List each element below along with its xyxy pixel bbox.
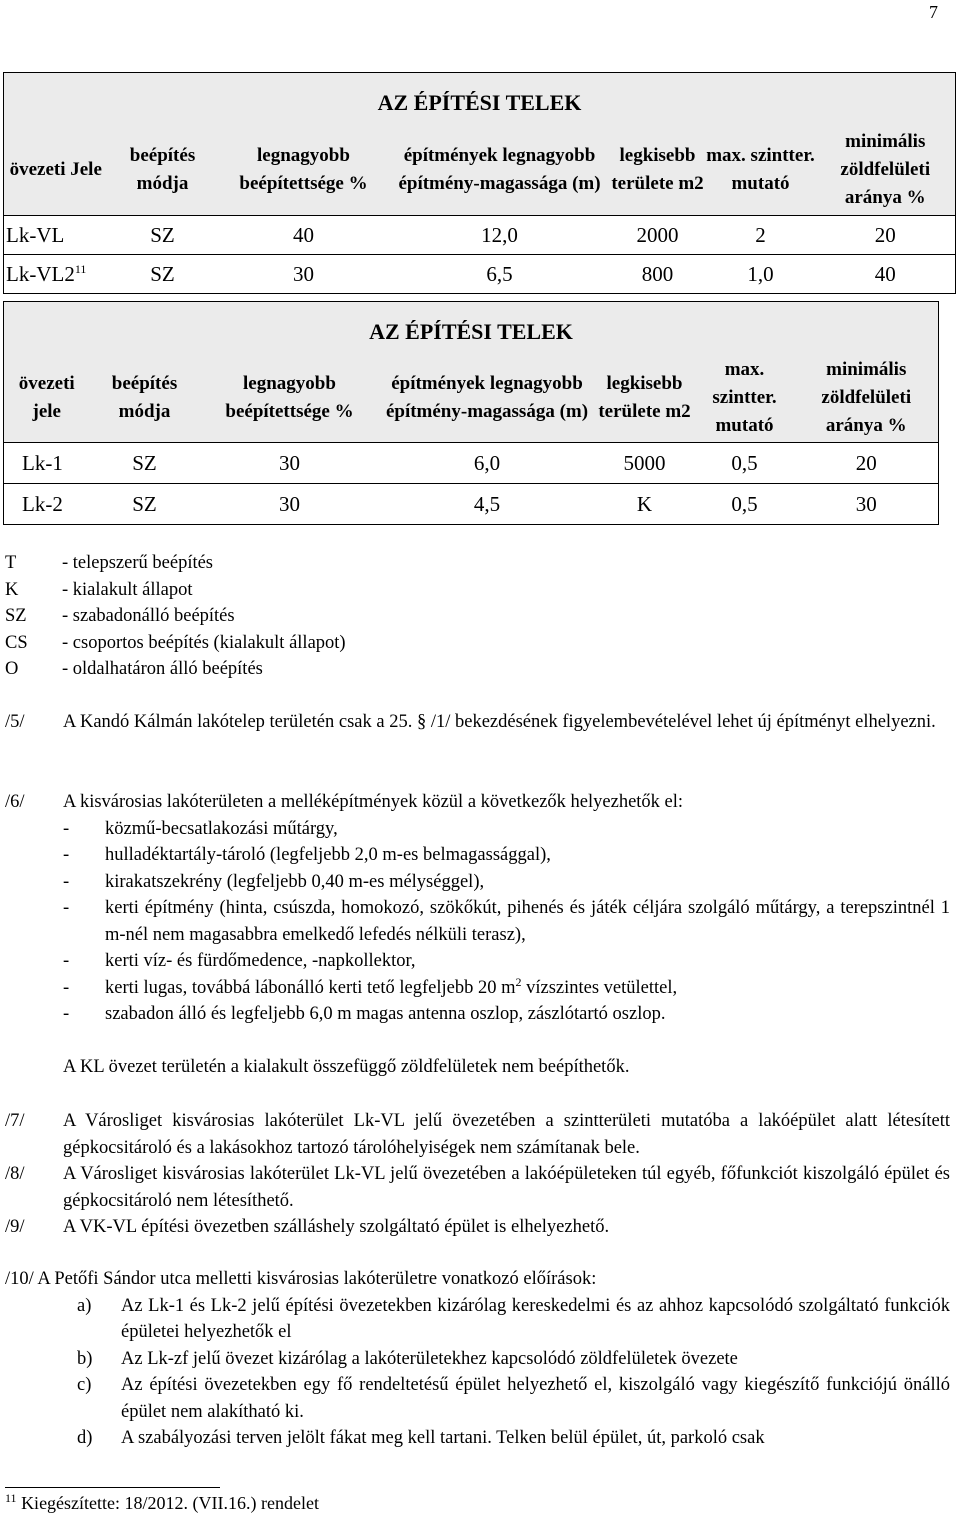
paragraph-9: /9/ A VK-VL építési övezetben szálláshely szolgáltató épület is elhelyezhető.	[5, 1217, 610, 1237]
cell: Lk-VL	[4, 216, 108, 255]
table-title: AZ ÉPÍTÉSI TELEK	[377, 90, 582, 115]
list-item: d) A szabályozási terven jelölt fákat meg kell tartani. Telken belül épület, út, parkoló csak	[77, 1428, 765, 1448]
legend-item: O - oldalhatáron álló beépítés	[5, 659, 263, 679]
cell: 0,5	[695, 443, 795, 484]
paragraph-10-intro: /10/ A Petőfi Sándor utca melletti kisvárosias lakóterületre vonatkozó előírások:	[5, 1269, 597, 1289]
cell: 2000	[610, 216, 706, 255]
header-building-mode: beépítés módja	[129, 145, 196, 194]
paragraph-10	[5, 1266, 950, 1452]
cell: 1,0	[706, 255, 816, 294]
abbreviation-legend	[5, 550, 346, 683]
header-max-height: építmények legnagyobb építmény-magassága (m)	[398, 145, 601, 194]
footnote-divider	[5, 1487, 220, 1488]
cell: SZ	[90, 484, 200, 525]
footnote: $^{11}$ Kiegészítette: 18/2012. (VII.16.) rendelet	[5, 1491, 319, 1513]
cell: $Lk-VL2^{11}$	[4, 255, 108, 294]
zone-table-1	[3, 72, 956, 294]
table-row	[4, 216, 956, 255]
table-row	[4, 484, 939, 525]
header-zone-code: övezeti Jele	[9, 159, 102, 180]
cell: 40	[218, 216, 390, 255]
list-item: b) Az Lk-zf jelű övezet kizárólag a lakóterületekhez kapcsolódó zöldfelületek övezete	[77, 1348, 738, 1369]
kl-note: A KL övezet területén a kialakult összefüggő zöldfelületek nem beépíthetők.	[63, 1056, 630, 1077]
list-item: - kerti lugas, továbbá lábonálló kerti tető legfeljebb 20 $m^2$ vízszintes vetülettel,	[63, 974, 678, 998]
zone-table-2	[3, 301, 939, 525]
header-zone-code: övezeti jele	[18, 373, 75, 422]
list-item: - szabadon álló és legfeljebb 6,0 m magas antenna oszlop, zászlótartó oszlop.	[63, 1004, 666, 1024]
page-number: 7	[929, 2, 938, 22]
paragraph-8: /8/ A Városliget kisvárosias lakóterület Lk-VL jelű övezetében a lakóépületeken túl egyéb, főfunkciót kiszolgáló épület és gépkocsitároló nem létesíthető.	[5, 1164, 950, 1211]
cell: 0,5	[695, 484, 795, 525]
cell: 20	[816, 216, 956, 255]
cell: 6,5	[390, 255, 610, 294]
header-building-mode: beépítés módja	[111, 373, 178, 422]
cell: 6,0	[380, 443, 595, 484]
legend-item: K - kialakult állapot	[5, 579, 193, 600]
list-item: - közmű-becsatlakozási műtárgy,	[63, 818, 338, 839]
cell: 40	[816, 255, 956, 294]
cell: Lk-1	[4, 443, 90, 484]
legend-item: CS - csoportos beépítés (kialakult állapot)	[5, 632, 346, 653]
list-item: c) Az építési övezetekben egy fő rendeltetésű épület helyezhető el, kiszolgáló vagy kiegészítő funkciójú önálló épület nem alakítható ki.	[77, 1375, 950, 1422]
cell: 30	[795, 484, 939, 525]
cell: Lk-2	[4, 484, 90, 525]
table-row	[4, 443, 939, 484]
header-max-coverage: legnagyobb beépítettsége %	[239, 145, 368, 194]
header-green-ratio: minimális zöldfelületi aránya %	[840, 131, 931, 208]
cell: 4,5	[380, 484, 595, 525]
cell: 30	[200, 443, 380, 484]
cell: SZ	[108, 255, 218, 294]
cell: 800	[610, 255, 706, 294]
cell: SZ	[108, 216, 218, 255]
list-item: - kerti víz- és fürdőmedence, -napkollektor,	[63, 951, 416, 971]
header-floor-ratio: max. szintter. mutató	[712, 359, 777, 436]
footnote-ref: 11	[74, 261, 87, 276]
paragraph-7: /7/ A Városliget kisvárosias lakóterület Lk-VL jelű övezetében a szintterületi mutatóba a lakóépület alatt létesített gépkocsitároló és a lakásokhoz tartozó tárolóhelyiségek nem számítanak bele.	[5, 1111, 950, 1158]
header-min-area: legkisebb területe m2	[611, 145, 704, 194]
header-floor-ratio: max. szintter. mutató	[706, 145, 815, 194]
header-min-area: legkisebb területe m2	[598, 373, 691, 422]
header-green-ratio: minimális zöldfelületi aránya %	[821, 359, 912, 436]
cell: 5000	[595, 443, 695, 484]
legend-item: T - telepszerű beépítés	[5, 553, 214, 573]
list-item: - hulladéktartály-tároló (legfeljebb 2,0 m-es belmagassággal),	[63, 845, 551, 865]
cell: 30	[200, 484, 380, 525]
list-item: - kerti építmény (hinta, csúszda, homokozó, szökőkút, pihenés és játék céljára szolgáló műtárgy, a terepszintnél 1 m-nél nem magasabbra emelkedő lefedés nélküli terasz),	[63, 898, 950, 945]
paragraph-6: /6/ A kisvárosias lakóterületen a melléképítmények közül a következők helyezhetők el: - közmű-becsatlakozási műtárgy, - hulladéktartály-tároló (legfeljebb 2,0 m-es belmagassággal), - kirakatszekrény (legfeljebb 0,40 m-es mélységgel), - kerti építmény (hinta, csúszda, homokozó, szökőkút, pihenés és játék céljára szolgáló műtárgy, a terepszintnél 1 m-nél nem magasabbra emelkedő lefedés nélküli terasz), - kerti víz- és fürdőmedence, -napkollektor, - kerti lugas, továbbá lábonálló kerti tető legfeljebb 20 $m^2$ vízszintes vetülettel, - szabadon álló és legfeljebb 6,0 m magas antenna oszlop, zászlótartó oszlop. A KL övezet területén a kialakult összefüggő zöldfelületek nem beépíthetők.	[5, 789, 950, 1080]
table-row	[4, 255, 956, 294]
paragraph-6-intro: A kisvárosias lakóterületen a melléképítmények közül a következők helyezhetők el:	[63, 792, 684, 812]
cell: 20	[795, 443, 939, 484]
cell: 2	[706, 216, 816, 255]
legend-item: SZ - szabadonálló beépítés	[5, 606, 235, 626]
list-item: - kirakatszekrény (legfeljebb 0,40 m-es mélységgel),	[63, 871, 485, 892]
cell: 12,0	[390, 216, 610, 255]
cell: K	[595, 484, 695, 525]
header-max-height: építmények legnagyobb építmény-magassága (m)	[385, 373, 589, 422]
header-max-coverage: legnagyobb beépítettsége %	[225, 373, 354, 422]
table-title: AZ ÉPÍTÉSI TELEK	[369, 319, 573, 344]
cell: SZ	[90, 443, 200, 484]
paragraph-5: /5/ A Kandó Kálmán lakótelep területén csak a 25. § /1/ bekezdésének figyelembevételével lehet új építményt elhelyezni.	[5, 712, 936, 732]
cell: 30	[218, 255, 390, 294]
list-item: a) Az Lk-1 és Lk-2 jelű építési övezetekben kizárólag kereskedelmi és az ahhoz kapcsolódó szolgáltató funkciók épületei helyezhetők el	[77, 1295, 950, 1342]
